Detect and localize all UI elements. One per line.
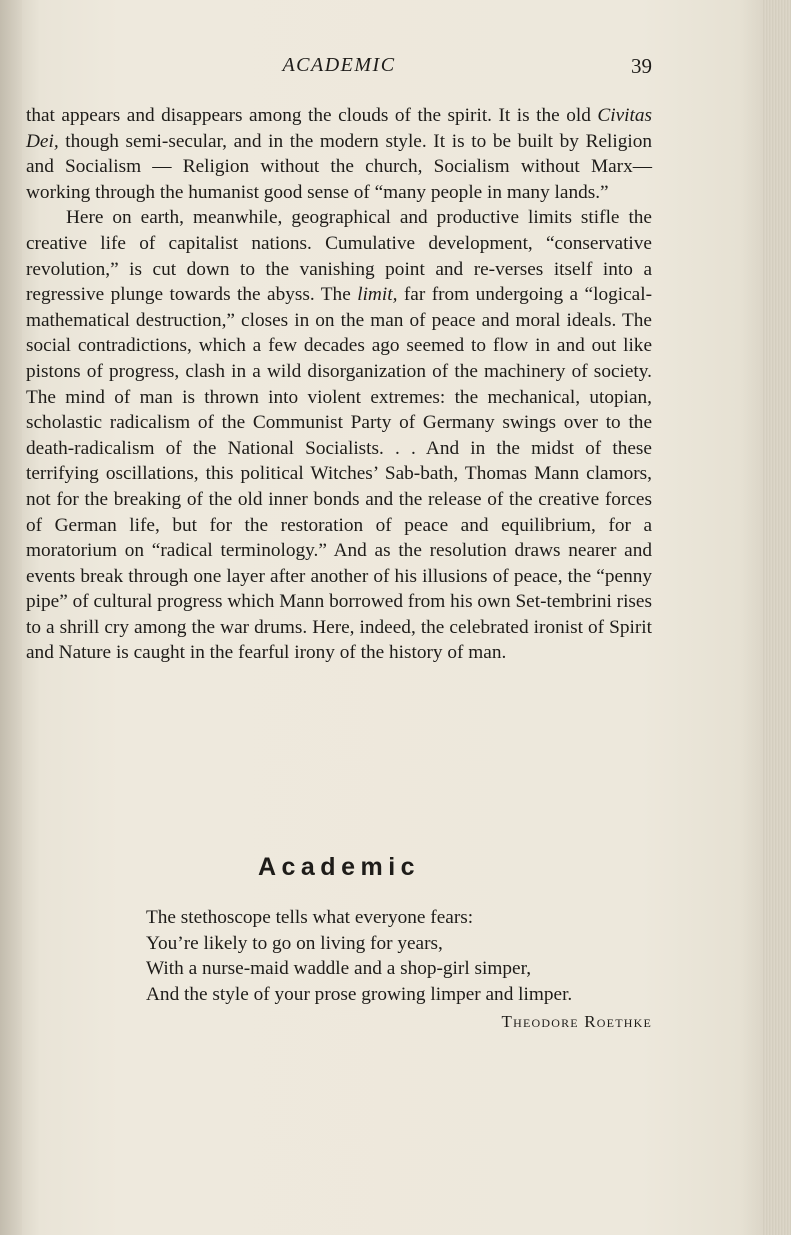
poem-line: The stethoscope tells what everyone fears: <box>146 907 474 928</box>
poem-author: Theodore Roethke <box>501 1012 652 1031</box>
page-header <box>26 52 652 82</box>
paragraph-2-italic: limit, <box>357 284 398 306</box>
poem-line: With a nurse-maid waddle and a shop-girl simper, <box>146 958 532 980</box>
poem <box>146 905 666 1007</box>
paragraph-2 <box>26 205 652 666</box>
paragraph-1 <box>26 103 652 205</box>
paragraph-1-text-rest: though semi-secular, and in the modern style. It is to be built by Religion and Socialism — Religion without the church, Socialism without Marx—working through the humanist good sense of “many people in many lands.” <box>26 130 652 203</box>
poem-line: You’re likely to go on living for years, <box>146 932 443 954</box>
page-edge-stack <box>763 0 791 1235</box>
paragraph-2-text-rest: far from undergoing a “logical-mathematical destruction,” closes in on the man of peace and moral ideals. The social contradictions, which a few decades ago seemed to flow in and out like pistons of progress, clash in a wild disorganization of the machinery of society. The mind of man is thrown into violent extremes: the mechanical, utopian, scholastic radicalism of the Communist Party of Germany swings over to the death-radicalism of the National Socialists. . . And in the midst of these terrifying oscillations, this political Witches’ Sab-bath, Thomas Mann clamors, not for the breaking of the old inner bonds and the release of the creative forces of German life, but for the restoration of peace and equilibrium, for a moratorium on “radical terminology.” And as the resolution draws nearer and events break through one layer after another of his illusions of peace, the “penny pipe” of cultural progress which Mann borrowed from his own Set-tembrini rises to a shrill cry among the war drums. Here, indeed, the celebrated ironist of Spirit and Nature is caught in the fearful irony of the history of man. <box>26 284 652 664</box>
page-gutter-shadow <box>0 0 22 1235</box>
poem-title: Academic <box>257 853 421 881</box>
paragraph-2-text: Here on earth, meanwhile, geographical and productive limits stifle the creative life of capitalist nations. Cumulative development, “conservative revolution,” is cut down to the vanishing point and re-verses itself into a regressive plunge towards the abyss. The <box>26 207 652 306</box>
body-text <box>26 103 652 666</box>
paragraph-1-italic: Civitas Dei, <box>26 105 652 152</box>
paragraph-1-text: that appears and disappears among the clouds of the spirit. It is the old <box>26 105 598 126</box>
poem-line: And the style of your prose growing limper and limper. <box>146 983 573 1005</box>
running-title: ACADEMIC <box>282 54 396 76</box>
page-number: 39 <box>631 54 652 78</box>
